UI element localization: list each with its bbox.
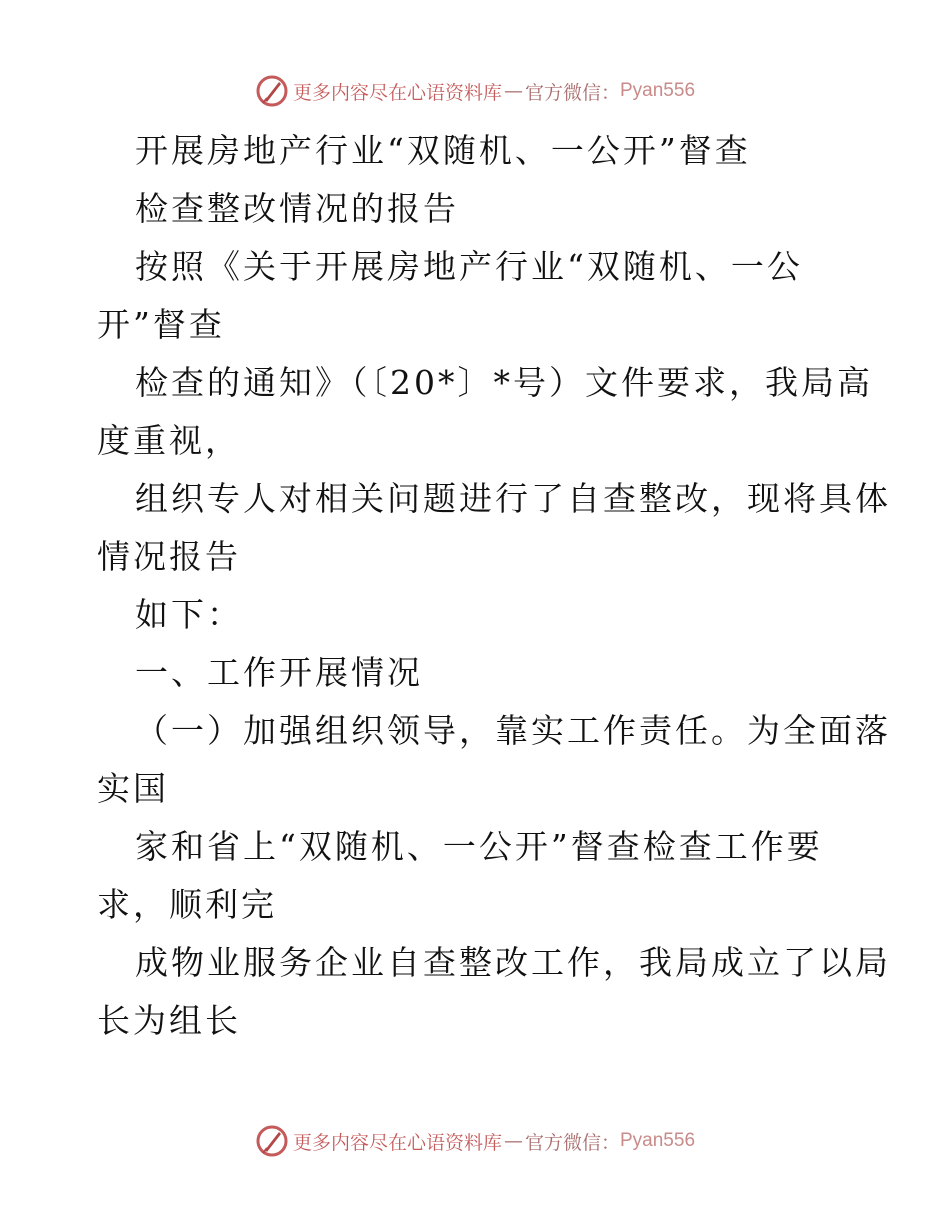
document-line: 长为组长 <box>97 1001 241 1040</box>
quill-logo-icon <box>255 74 289 108</box>
document-line: 家和省上“双随机、一公开”督查检查工作要 <box>135 827 823 866</box>
footer-watermark <box>0 1121 950 1161</box>
document-line: 求，顺利完 <box>97 885 277 924</box>
watermark-label: 官方微信： <box>524 1131 620 1154</box>
document-line: 开”督查 <box>97 305 225 344</box>
document-line: 一、工作开展情况 <box>135 653 423 692</box>
document-line: 度重视， <box>97 421 241 460</box>
document-line: 如下： <box>135 595 243 634</box>
header-watermark <box>0 71 950 111</box>
quill-logo-icon <box>255 1124 289 1158</box>
document-line: 成物业服务企业自查整改工作，我局成立了以局 <box>135 943 891 982</box>
document-line: 情况报告 <box>97 537 241 576</box>
watermark-brand: 更多内容尽在心语资料库 <box>292 81 502 104</box>
document-line: 按照《关于开展房地产行业“双随机、一公 <box>135 247 803 286</box>
document-line: 开展房地产行业“双随机、一公开”督查 <box>135 131 751 170</box>
watermark-handle: Pyan556 <box>620 80 696 101</box>
watermark-brand: 更多内容尽在心语资料库 <box>292 1131 502 1154</box>
document-line: 组织专人对相关问题进行了自查整改，现将具体 <box>135 479 891 518</box>
document-line: 检查整改情况的报告 <box>135 189 459 228</box>
document-line: （一）加强组织领导，靠实工作责任。为全面落 <box>135 711 891 750</box>
document-line: 实国 <box>97 769 169 808</box>
watermark-dash: — <box>503 80 523 102</box>
document-body <box>97 122 891 1050</box>
watermark-dash: — <box>503 1130 523 1152</box>
document-line: 检查的通知》（〔20*〕*号）文件要求，我局高 <box>135 363 873 402</box>
watermark-label: 官方微信： <box>524 81 620 104</box>
watermark-handle: Pyan556 <box>620 1130 696 1151</box>
